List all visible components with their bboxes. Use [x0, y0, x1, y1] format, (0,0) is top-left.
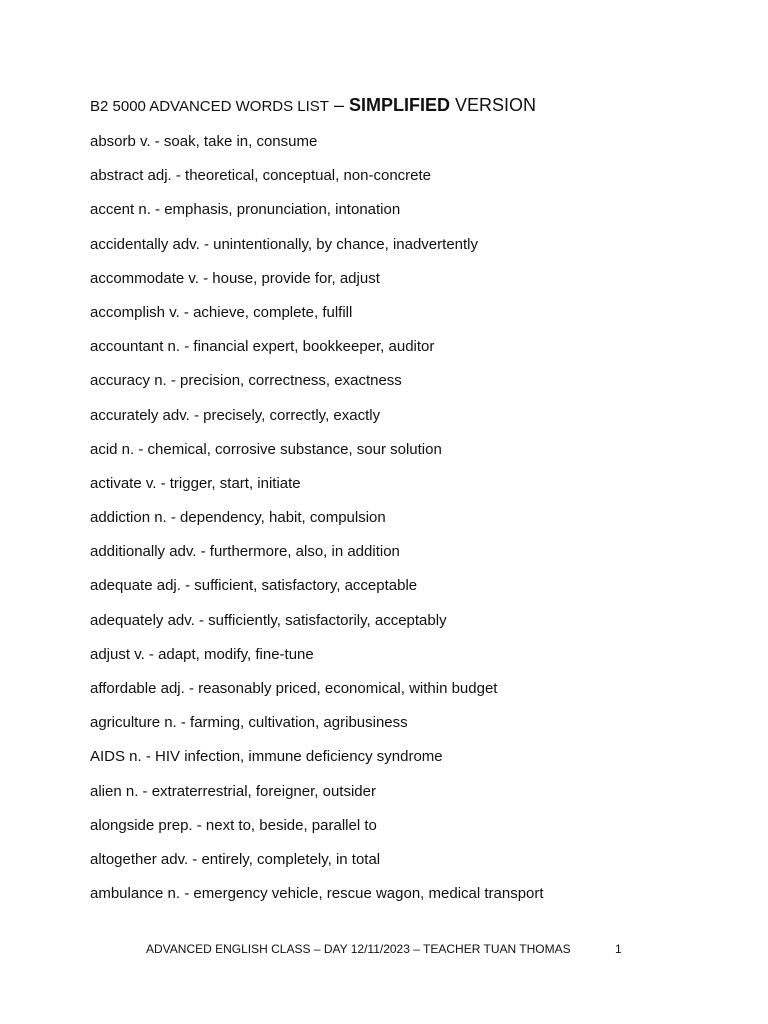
- title-bold-word: SIMPLIFIED: [348, 95, 450, 115]
- word-entry: accountant n. - financial expert, bookkeeper, auditor: [90, 338, 435, 356]
- word-entry: absorb v. - soak, take in, consume: [90, 133, 318, 150]
- word-list: [90, 130, 544, 916]
- word-entry: acid n. - chemical, corrosive substance, sour solution: [90, 440, 442, 458]
- word-entry: abstract adj. - theoretical, conceptual, non-concrete: [90, 167, 432, 185]
- word-entry: alongside prep. - next to, beside, parallel to: [90, 816, 377, 834]
- word-entry: additionally adv. - furthermore, also, in addition: [90, 543, 400, 561]
- word-entry: adequate adj. - sufficient, satisfactory, acceptable: [90, 577, 418, 595]
- word-entry: accidentally adv. - unintentionally, by chance, inadvertently: [90, 235, 479, 253]
- word-entry: addiction n. - dependency, habit, compulsion: [90, 509, 386, 527]
- word-entry: accommodate v. - house, provide for, adjust: [90, 269, 380, 287]
- word-entry: accent n. - emphasis, pronunciation, intonation: [90, 201, 401, 219]
- title-dash: –: [328, 95, 349, 115]
- word-entry: accurately adv. - precisely, correctly, exactly: [90, 406, 381, 424]
- word-entry: accomplish v. - achieve, complete, fulfill: [90, 303, 353, 321]
- word-entry: agriculture n. - farming, cultivation, agribusiness: [90, 714, 408, 732]
- word-entry: affordable adj. - reasonably priced, economical, within budget: [90, 680, 498, 697]
- title-suffix: VERSION: [450, 95, 537, 115]
- word-entry: adjust v. - adapt, modify, fine-tune: [90, 645, 314, 663]
- word-entry: adequately adv. - sufficiently, satisfactorily, acceptably: [90, 611, 447, 629]
- word-entry: altogether adv. - entirely, completely, in total: [90, 850, 381, 868]
- title-prefix: B2 5000 ADVANCED WORDS LIST: [90, 98, 329, 115]
- word-entry: AIDS n. - HIV infection, immune deficiency syndrome: [90, 748, 443, 766]
- page-number: 1: [615, 942, 622, 956]
- document-title: [90, 95, 536, 116]
- page-footer: ADVANCED ENGLISH CLASS – DAY 12/11/2023 – TEACHER TUAN THOMAS: [146, 942, 571, 956]
- word-entry: alien n. - extraterrestrial, foreigner, outsider: [90, 782, 376, 800]
- word-entry: activate v. - trigger, start, initiate: [90, 474, 301, 492]
- word-entry: ambulance n. - emergency vehicle, rescue wagon, medical transport: [90, 885, 544, 903]
- word-entry: accuracy n. - precision, correctness, exactness: [90, 372, 402, 390]
